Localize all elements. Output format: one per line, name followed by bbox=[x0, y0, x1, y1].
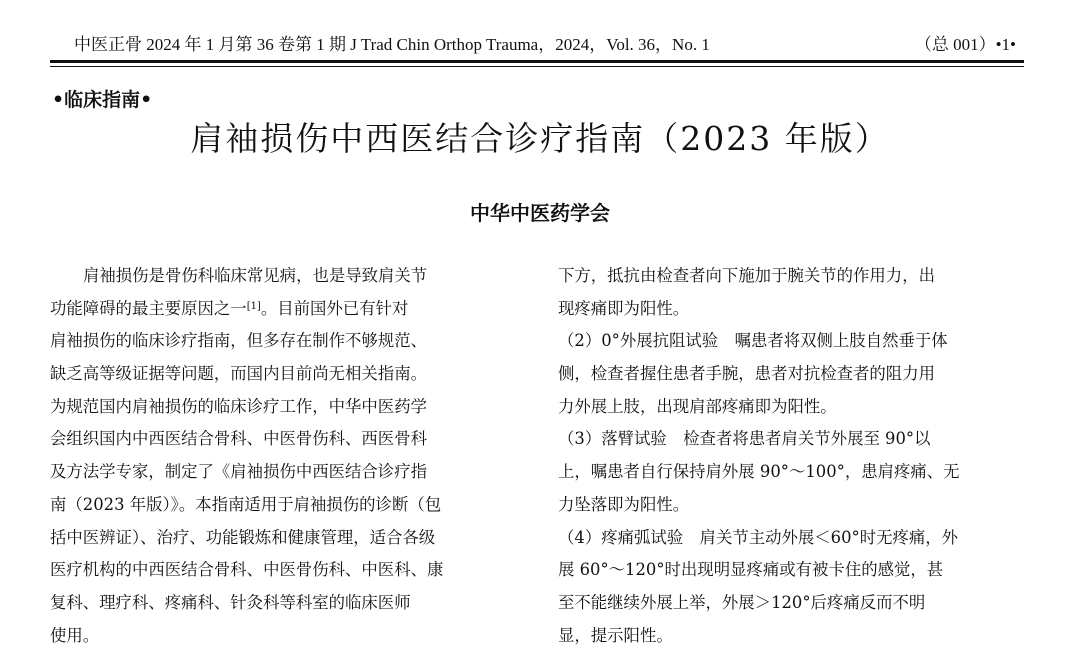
reference-mark[interactable]: [1] bbox=[246, 300, 261, 312]
body-line: 南（2023 年版）》。本指南适用于肩袖损伤的诊断（包 bbox=[50, 494, 442, 514]
test-heading-line: （4）疼痛弧试验 肩关节主动外展＜60°时无疼痛，外 bbox=[558, 527, 959, 547]
body-line-with-reference bbox=[50, 293, 520, 326]
body-line: 力坠落即为阳性。 bbox=[558, 494, 690, 514]
body-line: 至不能继续外展上举，外展＞120°后疼痛反而不明 bbox=[558, 592, 926, 612]
body-line: 为规范国内肩袖损伤的临床诊疗工作，中华中医药学 bbox=[50, 396, 427, 416]
body-line: 上，嘱患者自行保持肩外展 90°～100°，患肩疼痛、无 bbox=[558, 462, 960, 482]
right-column bbox=[558, 260, 1028, 652]
body-line: 力外展上肢，出现肩部疼痛即为阳性。 bbox=[558, 396, 837, 416]
page-number: （总 001）•1• bbox=[914, 35, 1016, 54]
section-tag: •临床指南• bbox=[52, 89, 153, 111]
body-line: 肩袖损伤是骨伤科临床常见病，也是导致肩关节 bbox=[83, 266, 428, 285]
body-line: 使用。 bbox=[50, 625, 100, 645]
body-line: 侧，检查者握住患者手腕，患者对抗检查者的阻力用 bbox=[558, 364, 935, 384]
body-line: 缺乏高等级证据等问题，而国内目前尚无相关指南。 bbox=[50, 364, 427, 384]
header-rule-thick bbox=[50, 60, 1024, 63]
journal-citation: 中医正骨 2024 年 1 月第 36 卷第 1 期 J Trad Chin Orthop Trauma，2024，Vol. 36，No. 1 bbox=[74, 35, 710, 54]
body-line: 显，提示阳性。 bbox=[558, 625, 673, 645]
article-author: 中华中医药学会 bbox=[470, 201, 610, 225]
body-line: 肩袖损伤的临床诊疗指南，但多存在制作不够规范、 bbox=[50, 331, 427, 351]
body-line: 下方，抵抗由检查者向下施加于腕关节的作用力，出 bbox=[558, 266, 935, 285]
body-line: 医疗机构的中西医结合骨科、中医骨伤科、中医科、康 bbox=[50, 560, 444, 580]
body-line: 括中医辨证）、治疗、功能锻炼和健康管理，适合各级 bbox=[50, 527, 436, 547]
body-text: 功能障碍的最主要原因之一 bbox=[50, 298, 247, 318]
body-line: 及方法学专家，制定了《肩袖损伤中西医结合诊疗指 bbox=[50, 462, 427, 482]
body-line: 复科、理疗科、疼痛科、针灸科等科室的临床医师 bbox=[50, 592, 411, 612]
article-title: 肩袖损伤中西医结合诊疗指南（2023 年版） bbox=[190, 119, 890, 158]
body-text: 。目前国外已有针对 bbox=[260, 298, 409, 318]
body-line: 展 60°～120°时出现明显疼痛或有被卡住的感觉，甚 bbox=[558, 560, 944, 580]
body-line: 现疼痛即为阳性。 bbox=[558, 298, 690, 318]
running-header bbox=[74, 32, 1024, 58]
test-heading-line: （2）0°外展抗阻试验 嘱患者将双侧上肢自然垂于体 bbox=[558, 331, 948, 351]
left-column bbox=[50, 260, 520, 652]
header-rule-thin bbox=[50, 66, 1024, 67]
test-heading-line: （3）落臂试验 检查者将患者肩关节外展至 90°以 bbox=[558, 429, 931, 449]
body-line: 会组织国内中西医结合骨科、中医骨伤科、西医骨科 bbox=[50, 429, 427, 449]
